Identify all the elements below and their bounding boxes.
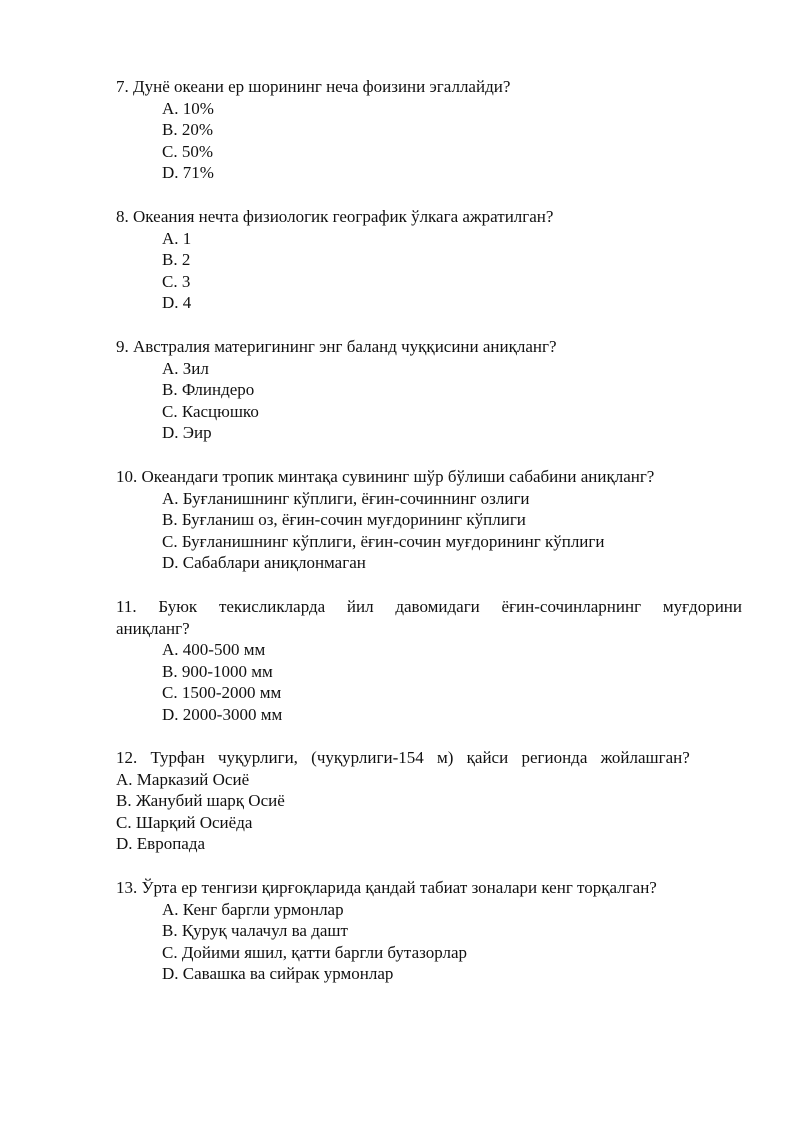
question-11-option-d: D. 2000-3000 мм [162,704,283,724]
question-12-text: 12. Турфан чуқурлиги, (чуқурлиги-154 м) қайси регионда жойлашган? [116,748,690,767]
question-10-option-b: B. Буғланиш оз, ёғин-сочин муғдорининг кўплиги [162,510,526,530]
question-7 [116,76,742,184]
question-11-options [116,639,742,725]
question-11-text: 11. Буюк текисликларда йил давомидаги ёғин-сочинларнинг муғдорини аниқланг? [116,597,742,638]
question-11 [116,596,742,726]
question-13-option-c: C. Дойими яшил, қатти баргли бутазорлар [162,942,468,962]
question-8-option-c: C. 3 [162,271,191,291]
question-7-options [116,98,742,184]
question-9-options [116,358,742,444]
question-10-text: 10. Океандаги тропик минтақа сувининг шўр бўлиши сабабини аниқланг? [116,467,655,486]
question-12 [116,747,742,855]
question-11-option-a: A. 400-500 мм [162,640,266,660]
question-13-option-a: A. Кенг баргли урмонлар [162,899,344,919]
question-13-options [116,899,742,985]
question-8-option-a: A. 1 [162,228,192,248]
question-10-options [116,488,742,574]
question-11-option-c: C. 1500-2000 мм [162,683,282,703]
question-13-option-d: D. Савашка ва сийрак урмонлар [162,964,394,984]
question-12-option-b: B. Жанубий шарқ Осиё [116,791,285,811]
question-10-option-c: C. Буғланишнинг кўплиги, ёғин-сочин муғдорининг кўплиги [162,531,605,551]
question-8 [116,206,742,314]
question-12-option-c: C. Шарқий Осиёда [116,812,253,832]
question-9-option-c: C. Касцюшко [162,401,259,421]
question-13-option-b: B. Қуруқ чалачул ва дашт [162,921,348,941]
question-12-option-d: D. Европада [116,834,206,854]
question-7-option-c: C. 50% [162,141,213,161]
question-9-text: 9. Австралия материгининг энг баланд чуққисини аниқланг? [116,337,557,356]
question-7-option-b: B. 20% [162,120,213,140]
question-7-option-d: D. 71% [162,163,214,183]
question-10-option-d: D. Сабаблари аниқлонмаган [162,553,366,573]
question-11-option-b: B. 900-1000 мм [162,661,273,681]
question-10 [116,466,742,574]
question-9 [116,336,742,444]
question-9-option-a: A. Зил [162,358,209,378]
question-13-text: 13. Ўрта ер тенгизи қирғоқларида қандай табиат зоналари кенг торқалган? [116,878,657,897]
question-13 [116,877,742,985]
question-12-options [116,769,742,855]
question-8-option-d: D. 4 [162,293,192,313]
question-8-option-b: B. 2 [162,250,191,270]
question-12-option-a: A. Марказий Осиё [116,769,250,789]
question-9-option-d: D. Эир [162,423,212,443]
question-9-option-b: B. Флиндеро [162,380,255,400]
question-8-text: 8. Океания нечта физиологик географик ўлкага ажратилган? [116,207,554,226]
question-7-text: 7. Дунё океани ер шорининг неча фоизини эгаллайди? [116,77,511,96]
question-10-option-a: A. Буғланишнинг кўплиги, ёғин-сочиннинг озлиги [162,488,530,508]
question-8-options [116,228,742,314]
question-7-option-a: A. 10% [162,98,214,118]
